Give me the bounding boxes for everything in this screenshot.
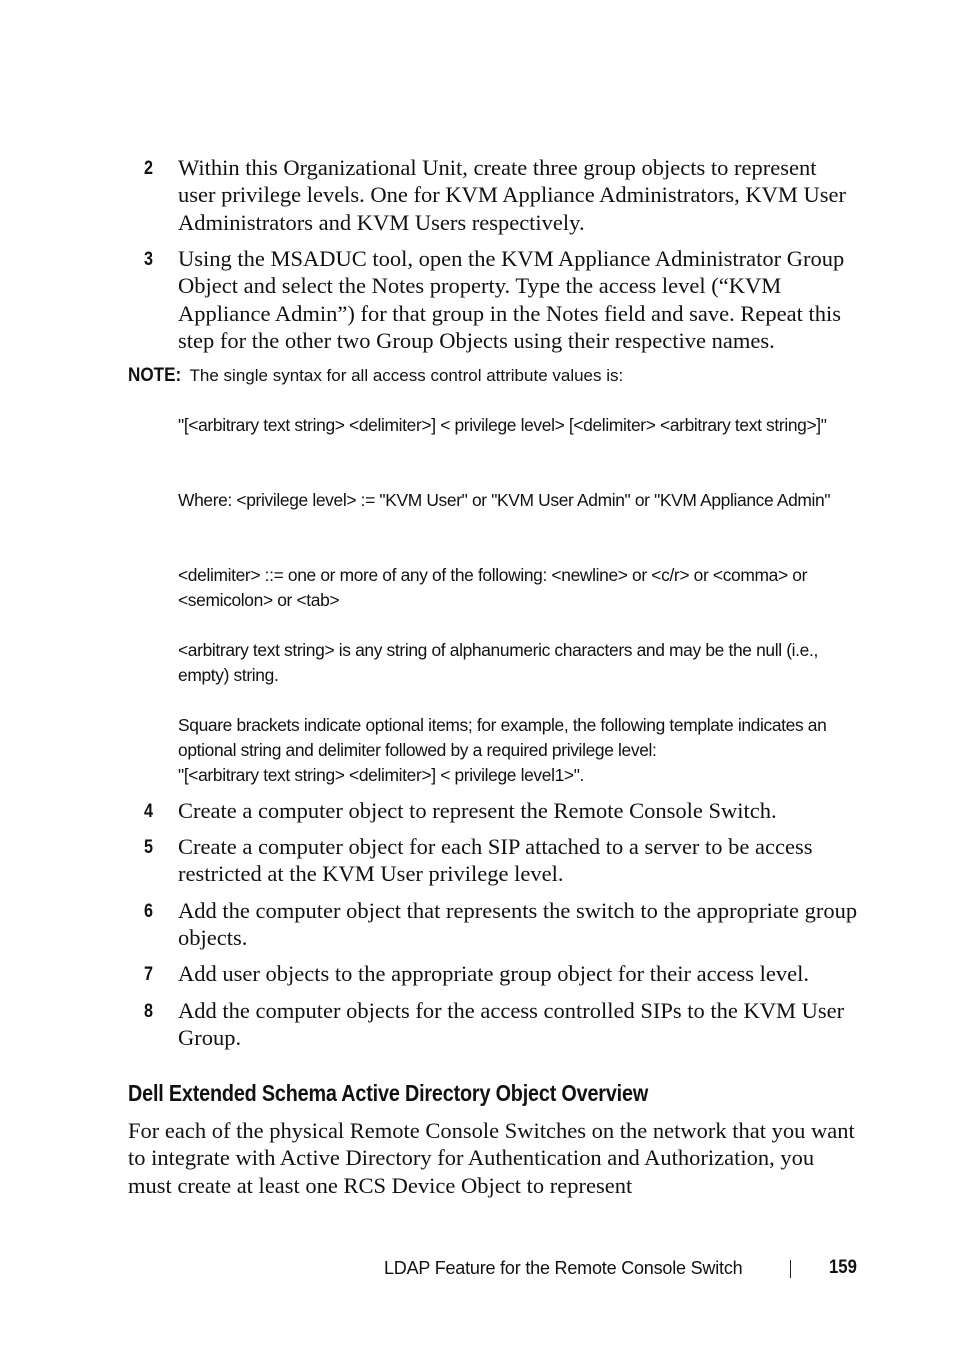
note-label: NOTE: [128, 365, 182, 386]
section-body: For each of the physical Remote Console Switches on the network that you want to integrate with Active Directory for Authentication and Authorization, you must create at least one RCS Device Object to represent [128, 1118, 855, 1198]
note-intro [128, 364, 868, 388]
step-text: Using the MSADUC tool, open the KVM Appliance Administrator Group Object and select the Notes property. Type the access level (“KVM Appliance Admin”) for that group in the Notes field and save. Repeat this step for the other two Group Objects using their respective names. [178, 246, 845, 353]
step-4 [144, 797, 864, 825]
note-arbitrary [178, 638, 868, 688]
note-delimiter-text: <delimiter> ::= one or more of any of the following: <newline> or <c/r> or <comma> or <semicolon> or <tab> [178, 565, 808, 610]
step-number: 7 [144, 964, 153, 985]
note-where [178, 488, 868, 513]
note-arbitrary-text: <arbitrary text string> is any string of alphanumeric characters and may be the null (i.e., empty) string. [178, 640, 818, 685]
note-delimiter [178, 563, 868, 613]
step-text: Add user objects to the appropriate group object for their access level. [178, 961, 810, 986]
step-8 [144, 997, 864, 1052]
footer-title: LDAP Feature for the Remote Console Switch [384, 1258, 743, 1278]
step-2 [144, 154, 864, 236]
step-5 [144, 833, 864, 888]
note-syntax-text: "[<arbitrary text string> <delimiter>] < privilege level> [<delimiter> <arbitrary text string>]" [178, 415, 827, 435]
note-brackets-text: Square brackets indicate optional items; for example, the following template indicates an optional string and delimiter followed by a required privilege level: [178, 715, 827, 760]
section-heading: Dell Extended Schema Active Directory Object Overview [128, 1080, 649, 1106]
step-text: Create a computer object for each SIP attached to a server to be access restricted at the KVM User privilege level. [178, 834, 813, 887]
footer-separator [790, 1260, 791, 1278]
page-footer [384, 1254, 864, 1282]
step-number: 8 [144, 1001, 153, 1022]
step-number: 5 [144, 837, 153, 858]
step-text: Add the computer object that represents the switch to the appropriate group objects. [178, 898, 858, 951]
step-text: Add the computer objects for the access controlled SIPs to the KVM User Group. [178, 998, 845, 1051]
page-number: 159 [829, 1257, 857, 1278]
step-text: Create a computer object to represent the Remote Console Switch. [178, 798, 777, 823]
step-3 [144, 245, 864, 354]
step-number: 4 [144, 801, 153, 822]
step-number: 3 [144, 249, 153, 270]
note-brackets [178, 713, 868, 788]
note-brackets-example: "[<arbitrary text string> <delimiter>] < privilege level1>". [178, 765, 585, 785]
step-7 [144, 960, 864, 988]
step-number: 6 [144, 901, 153, 922]
note-intro-text: The single syntax for all access control attribute values is: [189, 366, 624, 385]
note-syntax [178, 413, 868, 438]
step-6 [144, 897, 864, 952]
note-where-text: Where: <privilege level> := "KVM User" or "KVM User Admin" or "KVM Appliance Admin" [178, 490, 831, 510]
step-number: 2 [144, 158, 153, 179]
step-text: Within this Organizational Unit, create three group objects to represent user privilege levels. One for KVM Appliance Administrators, KVM User Administrators and KVM Users respectively. [178, 155, 846, 235]
